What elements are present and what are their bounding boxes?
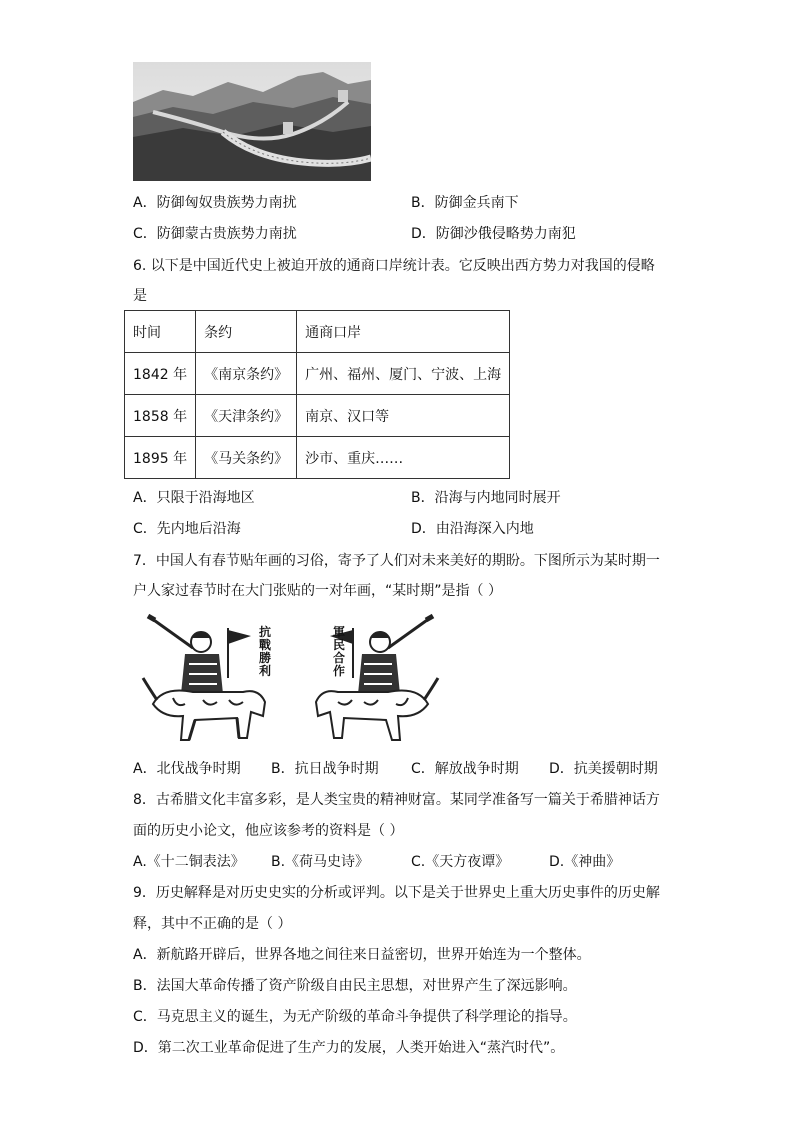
q5-option-c[interactable]: C．防御蒙古贵族势力南扰 — [133, 226, 297, 242]
q6-option-b[interactable]: B．沿海与内地同时展开 — [411, 490, 561, 506]
table-header-cell: 时间 — [125, 311, 196, 353]
table-row — [125, 395, 510, 437]
q8-option-b[interactable]: B.《荷马史诗》 — [271, 854, 370, 870]
q9-option-b[interactable]: B．法国大革命传播了资产阶级自由民主思想，对世界产生了深远影响。 — [133, 978, 577, 994]
q7-option-c[interactable]: C．解放战争时期 — [411, 761, 519, 777]
q8-option-c[interactable]: C.《天方夜谭》 — [411, 854, 510, 870]
q5-option-d[interactable]: D．防御沙俄侵略势力南犯 — [411, 226, 576, 242]
soldier-on-horse-illustration — [303, 608, 448, 746]
table-cell: 《马关条约》 — [196, 437, 297, 479]
new-year-poster-left — [133, 608, 278, 746]
table-row — [125, 437, 510, 479]
q5-option-b[interactable]: B．防御金兵南下 — [411, 195, 519, 211]
table-header-cell: 条约 — [196, 311, 297, 353]
q7-stem-line1: 7．中国人有春节贴年画的习俗，寄予了人们对未来美好的期盼。下图所示为某时期一 — [133, 553, 660, 569]
q7-option-d[interactable]: D．抗美援朝时期 — [549, 761, 658, 777]
q8-option-d[interactable]: D.《神曲》 — [549, 854, 621, 870]
q9-stem-line1: 9．历史解释是对历史史实的分析或评判。以下是关于世界史上重大历史事件的历史解 — [133, 885, 660, 901]
q6-stem-line2: 是 — [133, 288, 147, 304]
table-cell: 广州、福州、厦门、宁波、上海 — [297, 353, 510, 395]
table-header-row — [125, 311, 510, 353]
q6-stem-line1: 6. 以下是中国近代史上被迫开放的通商口岸统计表。它反映出西方势力对我国的侵略 — [133, 258, 655, 274]
q6-option-d[interactable]: D．由沿海深入内地 — [411, 521, 534, 537]
table-cell: 沙市、重庆…… — [297, 437, 510, 479]
q8-stem-line1: 8．古希腊文化丰富多彩，是人类宝贵的精神财富。某同学准备写一篇关于希腊神话方 — [133, 792, 660, 808]
table-cell: 1842 年 — [125, 353, 196, 395]
great-wall-photo — [133, 62, 371, 181]
soldier-on-horse-illustration — [133, 608, 278, 746]
q5-option-a[interactable]: A．防御匈奴贵族势力南扰 — [133, 195, 297, 211]
q9-option-d[interactable]: D．第二次工业革命促进了生产力的发展，人类开始进入“蒸汽时代”。 — [133, 1040, 565, 1056]
new-year-poster-right — [303, 608, 448, 746]
q8-stem-line2: 面的历史小论文，他应该参考的资料是（ ） — [133, 823, 404, 839]
table-cell: 《南京条约》 — [196, 353, 297, 395]
q7-option-a[interactable]: A．北伐战争时期 — [133, 761, 241, 777]
poster-left-caption: 抗戰勝利 — [259, 625, 272, 678]
q6-option-c[interactable]: C．先内地后沿海 — [133, 521, 241, 537]
q7-option-b[interactable]: B．抗日战争时期 — [271, 761, 379, 777]
q8-option-a[interactable]: A.《十二铜表法》 — [133, 854, 245, 870]
treaty-ports-table — [124, 310, 510, 479]
table-row — [125, 353, 510, 395]
table-cell: 南京、汉口等 — [297, 395, 510, 437]
table-cell: 1858 年 — [125, 395, 196, 437]
great-wall-illustration — [133, 62, 371, 181]
table-cell: 《天津条约》 — [196, 395, 297, 437]
q6-option-a[interactable]: A．只限于沿海地区 — [133, 490, 255, 506]
q9-option-c[interactable]: C．马克思主义的诞生，为无产阶级的革命斗争提供了科学理论的指导。 — [133, 1009, 577, 1025]
poster-right-caption: 軍民合作 — [333, 625, 346, 678]
q9-option-a[interactable]: A．新航路开辟后，世界各地之间往来日益密切，世界开始连为一个整体。 — [133, 947, 591, 963]
q9-stem-line2: 释，其中不正确的是（ ） — [133, 916, 292, 932]
table-cell: 1895 年 — [125, 437, 196, 479]
table-header-cell: 通商口岸 — [297, 311, 510, 353]
q7-stem-line2: 户人家过春节时在大门张贴的一对年画，“某时期”是指（ ） — [133, 583, 502, 599]
